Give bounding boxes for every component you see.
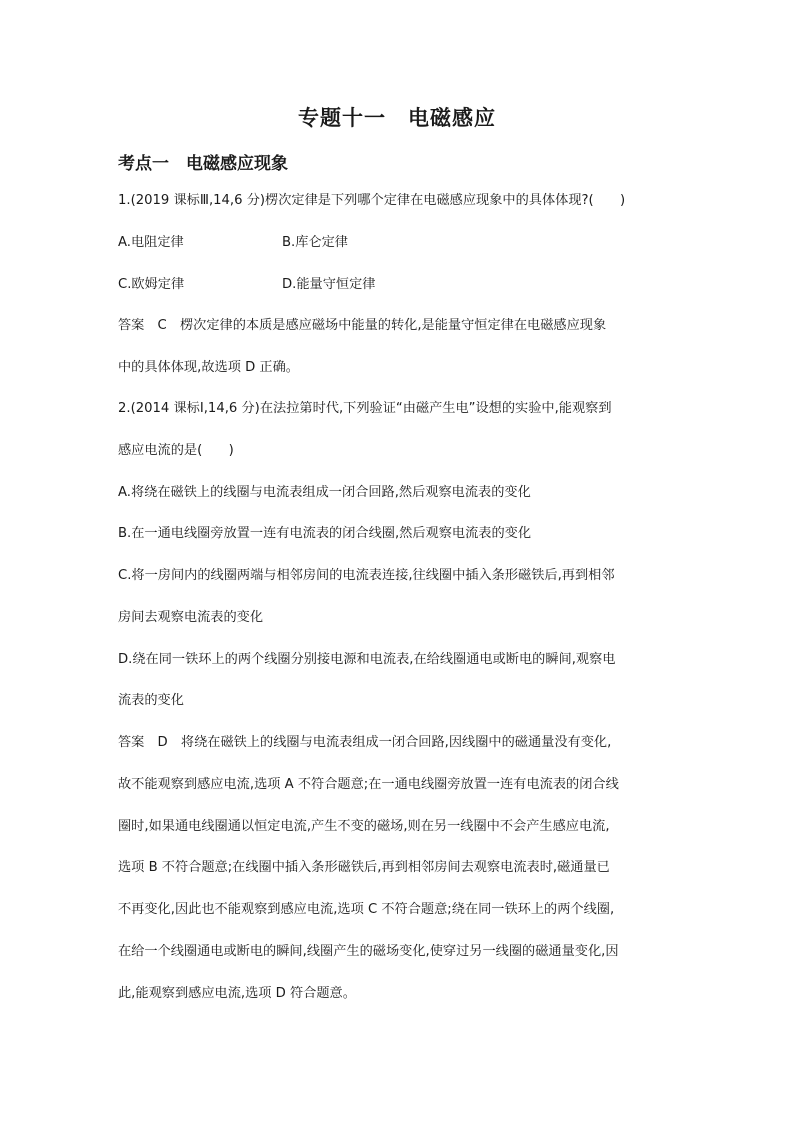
q1-answer-line: 中的具体体现,故选项 D 正确。 bbox=[118, 360, 299, 375]
q2-stem-line: 2.(2014 课标Ⅰ,14,6 分)在法拉第时代,下列验证“由磁产生电”设想的实验中,能观察到 bbox=[118, 401, 612, 416]
q2-answer-line: 此,能观察到感应电流,选项 D 符合题意。 bbox=[118, 986, 356, 1001]
q2-option-a: A.将绕在磁铁上的线圈与电流表组成一闭合回路,然后观察电流表的变化 bbox=[118, 485, 531, 500]
q2-option-d: D.绕在同一铁环上的两个线圈分别接电源和电流表,在给线圈通电或断电的瞬间,观察电 bbox=[118, 652, 616, 667]
q1-option-a: A.电阻定律 bbox=[118, 235, 184, 250]
q2-answer-line: 答案 D 将绕在磁铁上的线圈与电流表组成一闭合回路,因线圈中的磁通量没有变化, bbox=[118, 735, 612, 750]
q2-answer-line: 不再变化,因此也不能观察到感应电流,选项 C 不符合题意;绕在同一铁环上的两个线圈, bbox=[118, 902, 615, 917]
q2-option-c: C.将一房间内的线圈两端与相邻房间的电流表连接,往线圈中插入条形磁铁后,再到相邻 bbox=[118, 568, 615, 583]
q2-answer-line: 故不能观察到感应电流,选项 A 不符合题意;在一通电线圈旁放置一连有电流表的闭合线 bbox=[118, 777, 619, 792]
q2-answer-line: 圈时,如果通电线圈通以恒定电流,产生不变的磁场,则在另一线圈中不会产生感应电流, bbox=[118, 819, 610, 834]
q2-option-b: B.在一通电线圈旁放置一连有电流表的闭合线圈,然后观察电流表的变化 bbox=[118, 526, 532, 541]
q2-answer-line: 选项 B 不符合题意;在线圈中插入条形磁铁后,再到相邻房间去观察电流表时,磁通量已 bbox=[118, 860, 610, 875]
q2-option-d-cont: 流表的变化 bbox=[118, 693, 184, 708]
q1-stem: 1.(2019 课标Ⅲ,14,6 分)楞次定律是下列哪个定律在电磁感应现象中的具体体现?( ) bbox=[118, 193, 626, 208]
q1-option-d: D.能量守恒定律 bbox=[282, 277, 376, 292]
q2-stem-line: 感应电流的是( ) bbox=[118, 443, 234, 458]
section-heading: 考点一 电磁感应现象 bbox=[118, 154, 288, 174]
q2-option-c-cont: 房间去观察电流表的变化 bbox=[118, 610, 264, 625]
q1-option-c: C.欧姆定律 bbox=[118, 277, 185, 292]
q1-answer-line: 答案 C 楞次定律的本质是感应磁场中能量的转化,是能量守恒定律在电磁感应现象 bbox=[118, 318, 607, 333]
q1-option-b: B.库仑定律 bbox=[282, 235, 348, 250]
page-title: 专题十一 电磁感应 bbox=[298, 106, 496, 130]
q2-answer-line: 在给一个线圈通电或断电的瞬间,线圈产生的磁场变化,使穿过另一线圈的磁通量变化,因 bbox=[118, 944, 619, 959]
